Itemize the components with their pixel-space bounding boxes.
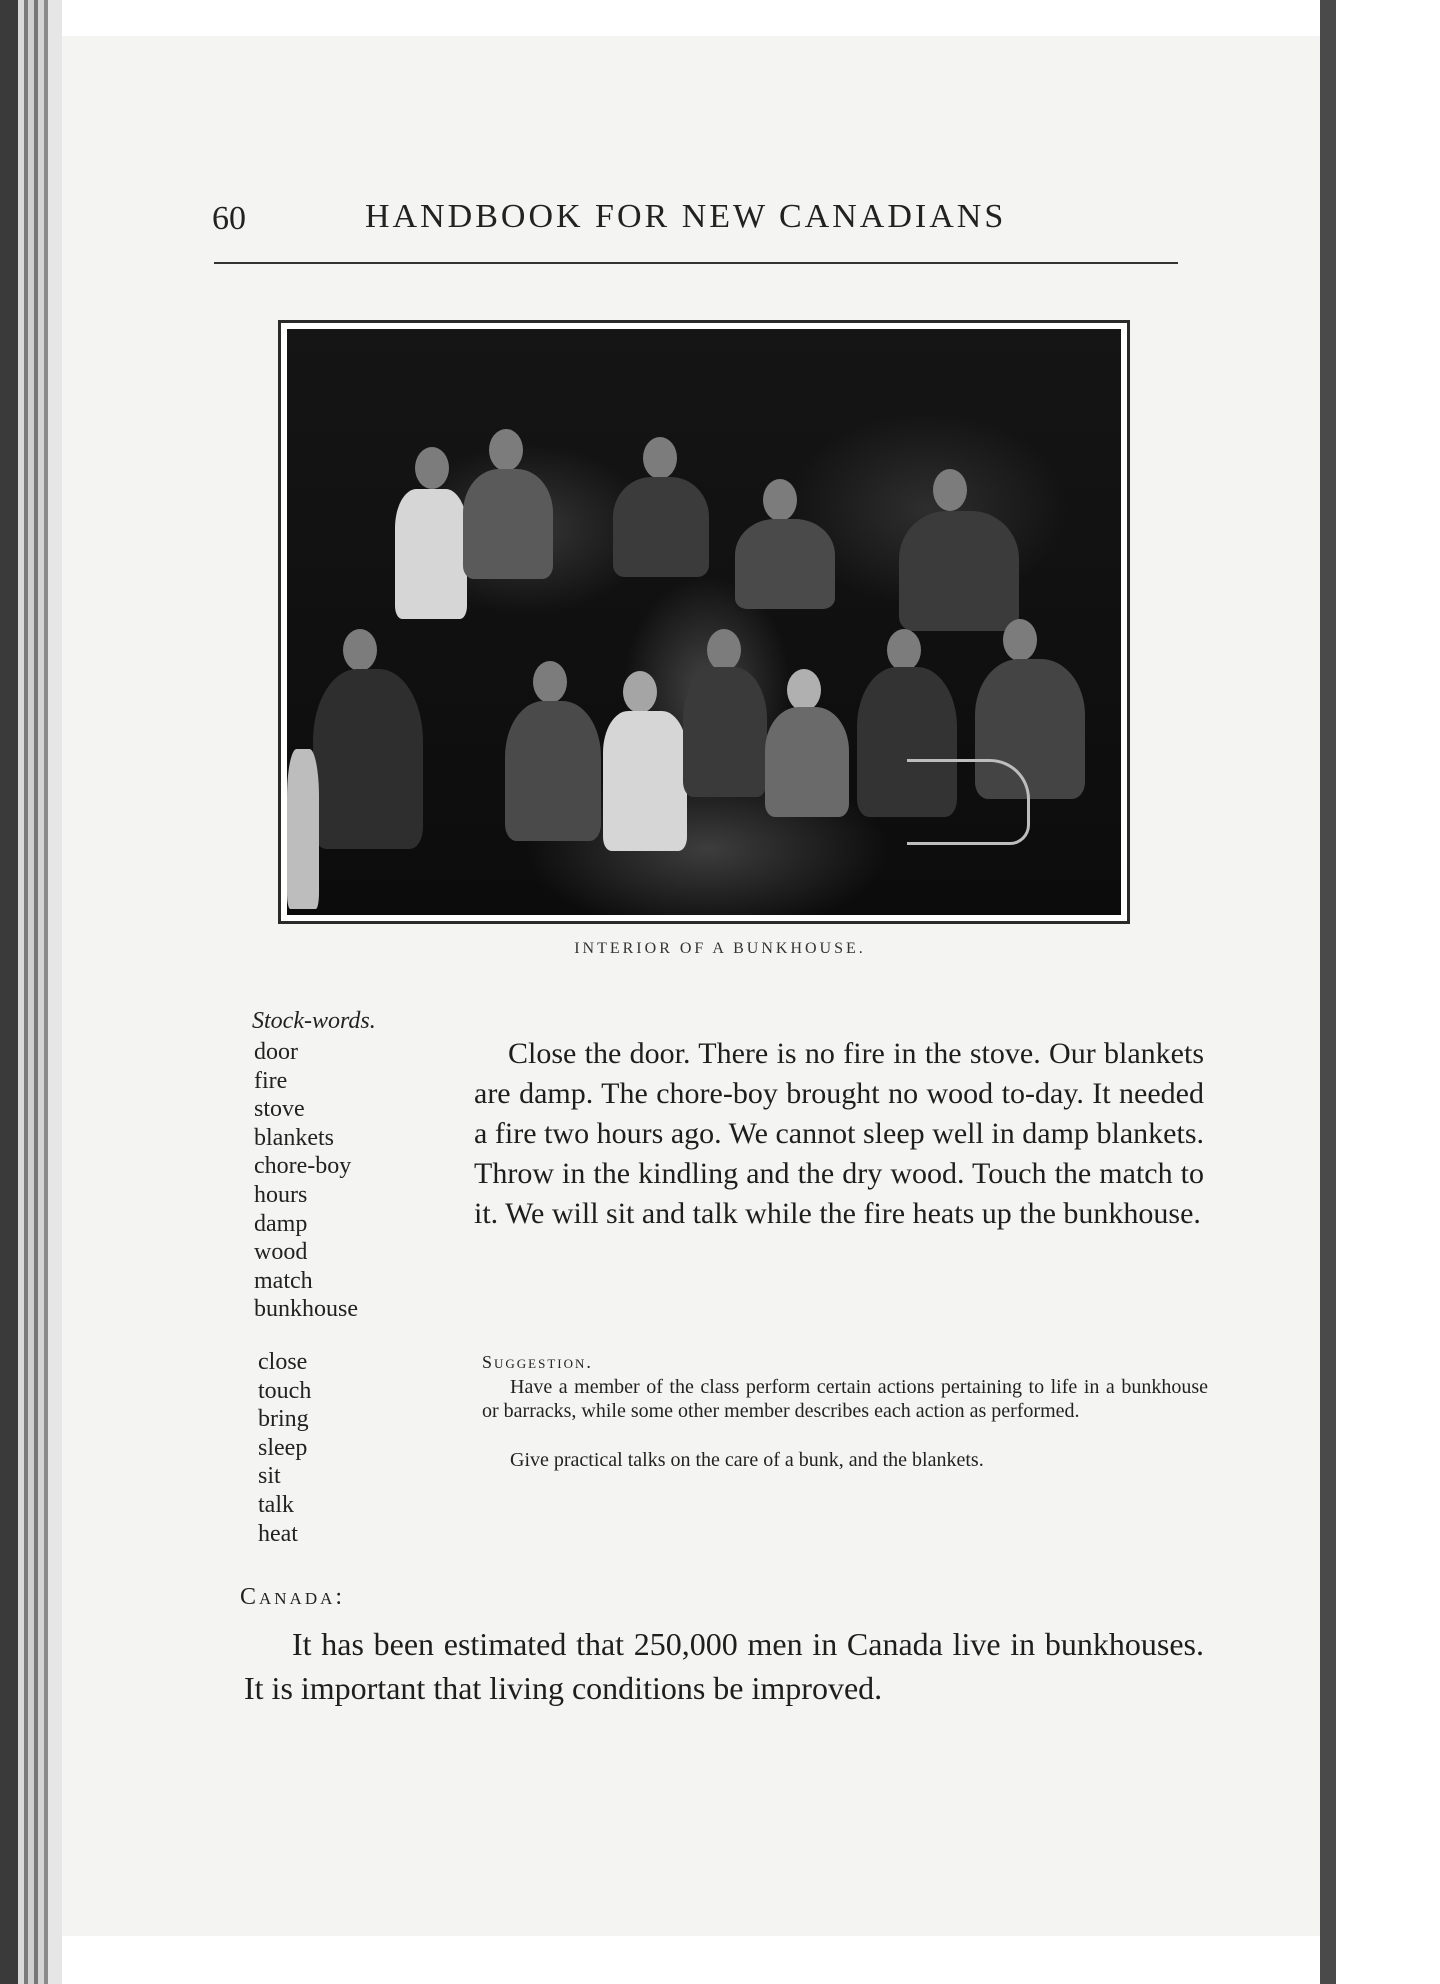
stock-word: heat — [258, 1520, 298, 1547]
stock-word: fire — [254, 1067, 288, 1094]
photo-figure-head — [415, 447, 449, 489]
photo-figure-head — [623, 671, 657, 713]
stock-word: match — [254, 1267, 313, 1294]
stock-word: damp — [254, 1210, 308, 1237]
running-title: HANDBOOK FOR NEW CANADIANS — [365, 198, 1007, 235]
photo-figure-body — [613, 477, 709, 577]
stock-word: bring — [258, 1406, 309, 1433]
photo-figure-head — [1003, 619, 1037, 661]
stock-word: door — [254, 1039, 298, 1065]
book-page-edges — [0, 0, 62, 1984]
suggestion-paragraph: Have a member of the class perform certain actions pertaining to life in a bunkhouse or barracks, while some other member describes each action as performed. — [482, 1376, 1208, 1422]
photo-figure-body — [735, 519, 835, 609]
photo-figure-head — [787, 669, 821, 711]
stock-word: stove — [254, 1096, 305, 1123]
photo-figure-head — [887, 629, 921, 671]
photo-figure-head — [707, 629, 741, 671]
stock-word: wood — [254, 1239, 308, 1266]
stock-word: close — [258, 1349, 308, 1375]
stock-word: talk — [258, 1491, 294, 1518]
bunkhouse-photograph-frame — [278, 320, 1130, 924]
photo-figure-head — [933, 469, 967, 511]
photo-figure-body — [765, 707, 849, 817]
canada-paragraph: It has been estimated that 250,000 men in Canada live in bunkhouses. It is important that living conditions be improved. — [244, 1626, 1204, 1706]
photo-figure-head — [763, 479, 797, 521]
photo-figure-body — [313, 669, 423, 849]
stock-word: bunkhouse — [254, 1296, 358, 1323]
bunkhouse-photograph — [287, 329, 1121, 915]
photo-figure-head — [343, 629, 377, 671]
page-number: 60 — [212, 200, 246, 237]
stock-word: touch — [258, 1377, 312, 1404]
facing-page-margin — [1336, 0, 1440, 1984]
stock-word: hours — [254, 1181, 308, 1208]
figure-caption: INTERIOR OF A BUNKHOUSE. — [574, 940, 866, 957]
suggestion-paragraph: Give practical talks on the care of a bunk, and the blankets. — [510, 1449, 984, 1471]
photo-figure-body — [287, 749, 319, 909]
photo-figure-body — [395, 489, 467, 619]
stock-words-verbs — [258, 1348, 311, 1548]
canada-heading: Canada: — [240, 1584, 346, 1610]
photo-figure-head — [643, 437, 677, 479]
photo-figure-body — [683, 667, 767, 797]
suggestion-heading: Suggestion. — [482, 1352, 593, 1372]
stock-words-nouns — [254, 1038, 358, 1324]
header-rule — [214, 262, 1178, 264]
photo-figure-head — [489, 429, 523, 471]
stock-word: sleep — [258, 1434, 308, 1461]
photo-fiddle-bow — [907, 759, 1030, 845]
photo-figure-body — [603, 711, 687, 851]
book-spine — [1320, 0, 1336, 1984]
photo-figure-body — [463, 469, 553, 579]
stock-word: blankets — [254, 1124, 334, 1151]
stock-words-heading: Stock-words. — [252, 1008, 376, 1034]
lesson-paragraph: Close the door. There is no fire in the stove. Our blankets are damp. The chore-boy brought no wood to-day. It needed a fire two hours ago. We cannot sleep well in damp blankets. Throw in the kindling and the dry wood. Touch the match to it. We will sit and talk while the fire heats up the bunkhouse. — [474, 1037, 1204, 1230]
stock-word: chore-boy — [254, 1153, 352, 1180]
photo-figure-head — [533, 661, 567, 703]
photo-figure-body — [505, 701, 601, 841]
photo-figure-body — [899, 511, 1019, 631]
stock-word: sit — [258, 1463, 281, 1490]
